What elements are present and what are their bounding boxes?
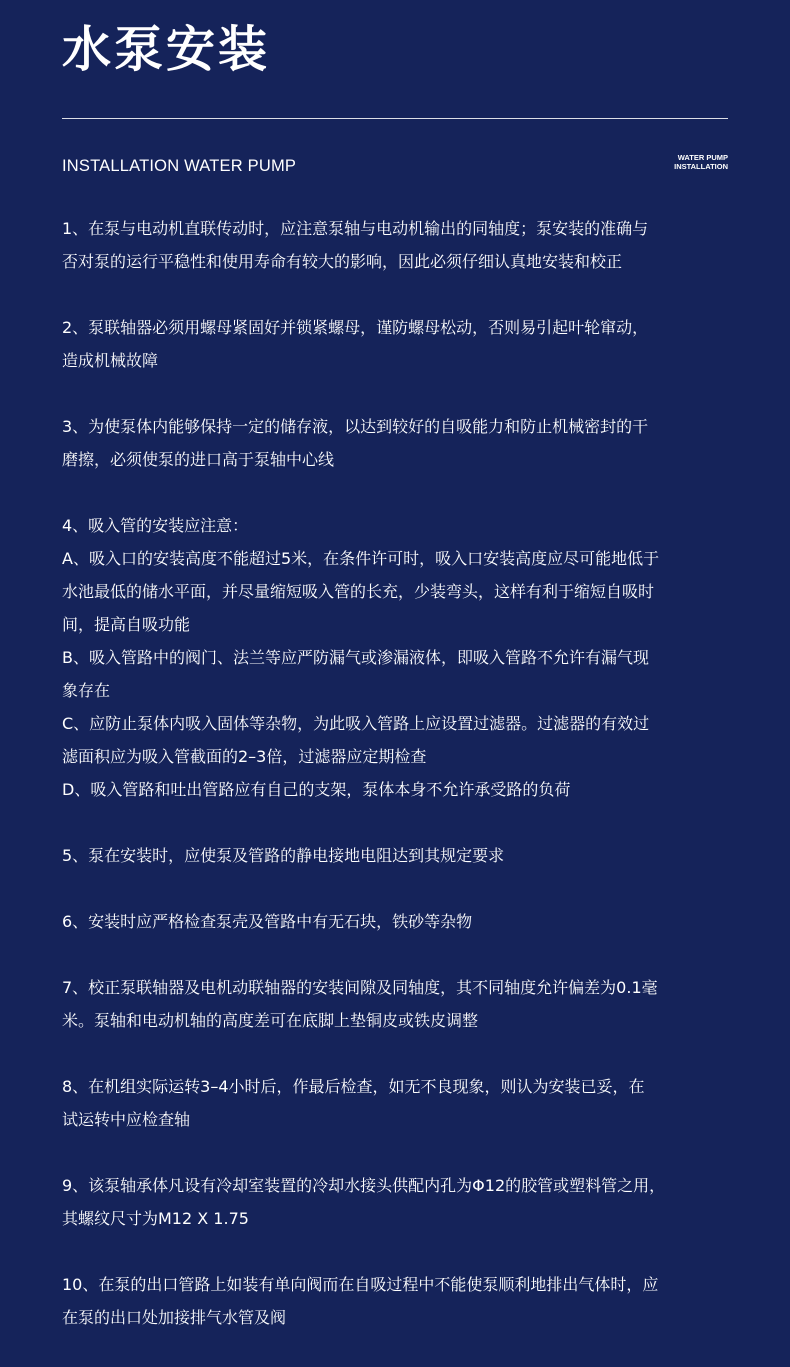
- instruction-line: 8、在机组实际运转3–4小时后，作最后检查，如无不良现象，则认为安装已妥，在: [62, 1077, 645, 1096]
- instruction-line: 试运转中应检查轴: [62, 1110, 191, 1129]
- instruction-line: 其螺纹尺寸为M12 X 1.75: [62, 1209, 249, 1228]
- instruction-line: 7、校正泵联轴器及电机动联轴器的安装间隙及同轴度，其不同轴度允许偏差为0.1毫: [62, 978, 658, 997]
- instruction-paragraph: [62, 1169, 734, 1235]
- instruction-paragraph: [62, 1268, 734, 1334]
- title-divider: [62, 118, 728, 119]
- corner-tag: [674, 153, 728, 171]
- instruction-line: 6、安装时应严格检查泵壳及管路中有无石块，铁砂等杂物: [62, 912, 473, 931]
- instruction-line: 磨擦，必须使泵的进口高于泵轴中心线: [62, 450, 335, 469]
- instruction-line: C、应防止泵体内吸入固体等杂物，为此吸入管路上应设置过滤器。过滤器的有效过: [62, 714, 650, 733]
- instruction-line: 1、在泵与电动机直联传动时，应注意泵轴与电动机输出的同轴度；泵安装的准确与: [62, 219, 649, 238]
- instruction-line: B、吸入管路中的阀门、法兰等应严防漏气或渗漏液体，即吸入管路不允许有漏气现: [62, 648, 649, 667]
- instruction-paragraph: [62, 212, 734, 278]
- instruction-line: 在泵的出口处加接排气水管及阀: [62, 1308, 287, 1327]
- instruction-paragraph: [62, 839, 734, 872]
- instruction-paragraph: [62, 905, 734, 938]
- instruction-line: D、吸入管路和吐出管路应有自己的支架，泵体本身不允许承受路的负荷: [62, 780, 571, 799]
- instruction-line: 滤面积应为吸入管截面的2–3倍，过滤器应定期检查: [62, 747, 427, 766]
- instruction-paragraph: [62, 509, 734, 806]
- instruction-paragraph: [62, 1070, 734, 1136]
- instruction-paragraph: [62, 410, 734, 476]
- instruction-line: 10、在泵的出口管路上如装有单向阀而在自吸过程中不能使泵顺利地排出气体时，应: [62, 1275, 659, 1294]
- instruction-line: 象存在: [62, 681, 111, 700]
- english-subtitle: INSTALLATION WATER PUMP: [62, 157, 297, 175]
- instruction-line: 3、为使泵体内能够保持一定的储存液，以达到较好的自吸能力和防止机械密封的干: [62, 417, 649, 436]
- instructions-body: [62, 212, 734, 1367]
- instruction-line: 2、泵联轴器必须用螺母紧固好并锁紧螺母，谨防螺母松动，否则易引起叶轮窜动，: [62, 318, 649, 337]
- instruction-line: 5、泵在安装时，应使泵及管路的静电接地电阻达到其规定要求: [62, 846, 505, 865]
- instruction-line: 9、该泵轴承体凡设有冷却室装置的冷却水接头供配内孔为Φ12的胶管或塑料管之用，: [62, 1176, 666, 1195]
- instruction-line: 否对泵的运行平稳性和使用寿命有较大的影响，因此必须仔细认真地安装和校正: [62, 252, 623, 271]
- page-title: 水泵安装: [62, 21, 271, 78]
- instruction-line: 间，提高自吸功能: [62, 615, 191, 634]
- corner-tag-line-1: WATER PUMP: [677, 153, 728, 162]
- instruction-line: 造成机械故障: [62, 351, 159, 370]
- instruction-line: 水池最低的储水平面，并尽量缩短吸入管的长充，少装弯头，这样有利于缩短自吸时: [62, 582, 655, 601]
- instruction-line: 4、吸入管的安装应注意：: [62, 516, 249, 535]
- instruction-paragraph: [62, 311, 734, 377]
- instruction-paragraph: [62, 971, 734, 1037]
- instruction-line: A、吸入口的安装高度不能超过5米，在条件许可时，吸入口安装高度应尽可能地低于: [62, 549, 660, 568]
- corner-tag-line-2: INSTALLATION: [674, 162, 728, 171]
- instruction-line: 米。泵轴和电动机轴的高度差可在底脚上垫铜皮或铁皮调整: [62, 1011, 479, 1030]
